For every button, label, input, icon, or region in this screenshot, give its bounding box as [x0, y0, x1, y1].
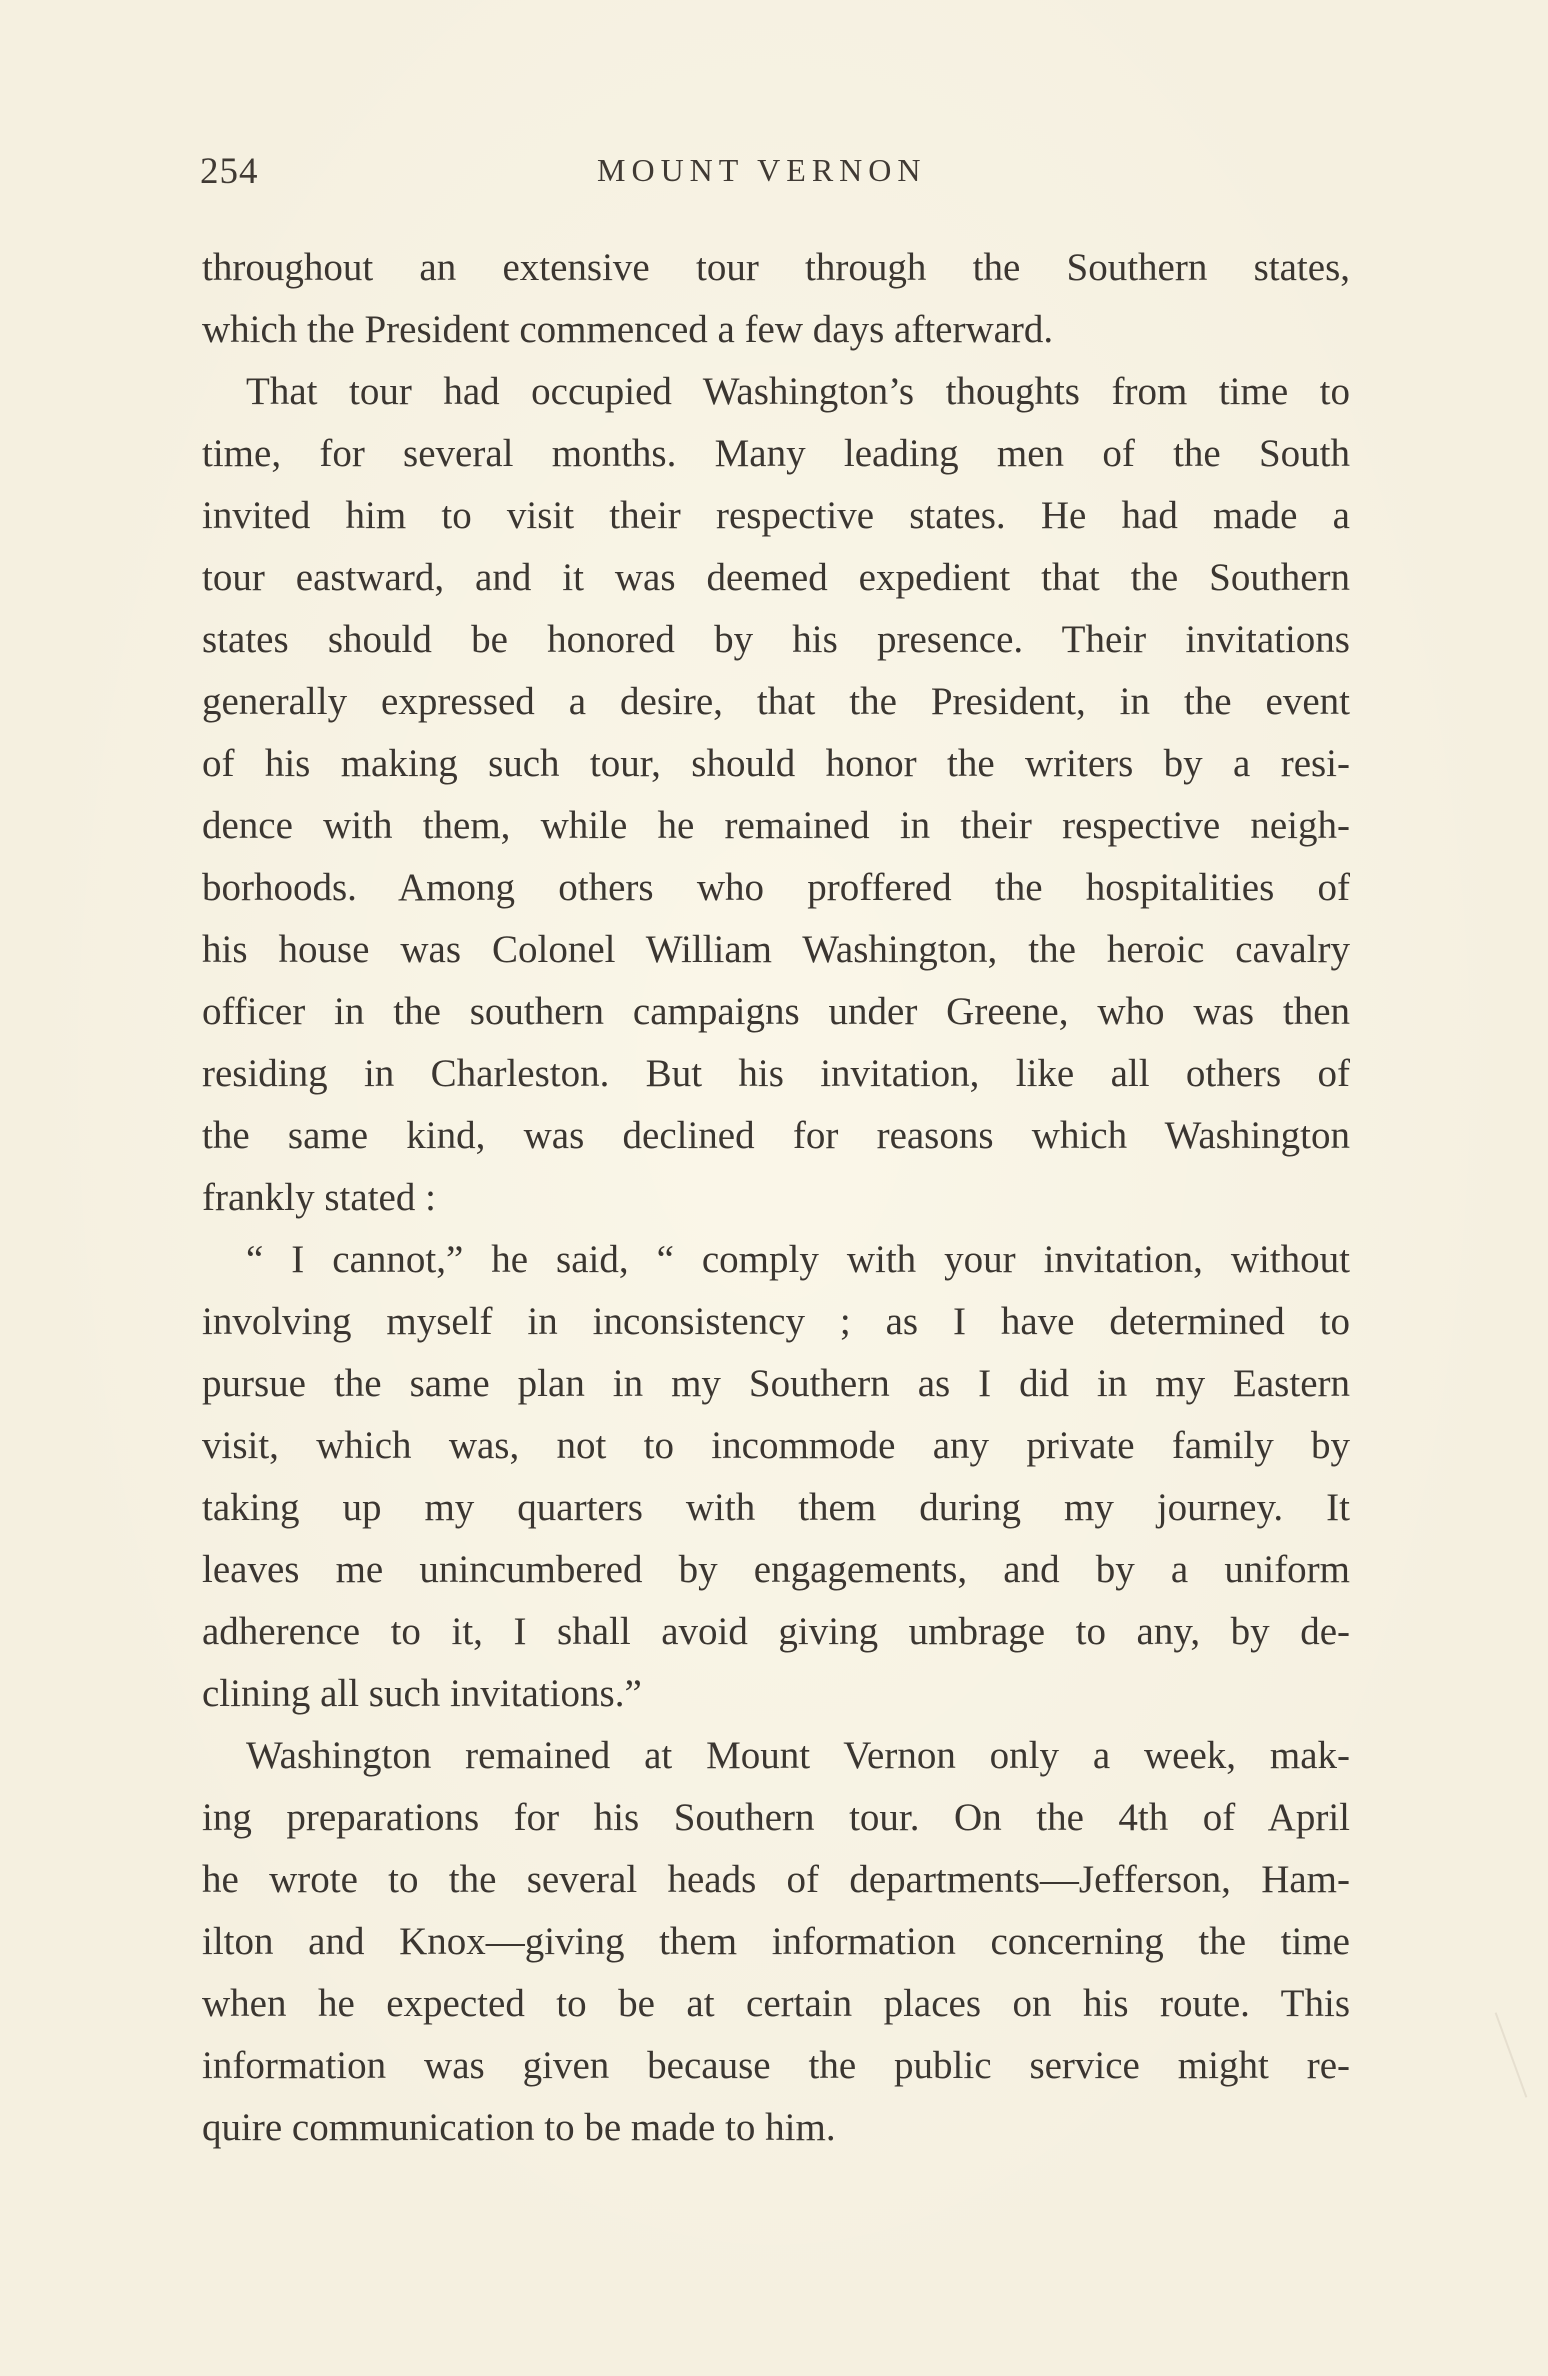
- paper-mark: [1495, 2012, 1528, 2097]
- body-text: [202, 237, 1350, 2159]
- text-line: officer in the southern campaigns under Greene, who was then: [202, 990, 1350, 1033]
- page-number: 254: [200, 151, 259, 192]
- text-line: ilton and Knox—giving them information concerning the time: [202, 1920, 1350, 1963]
- text-line: his house was Colonel William Washington, the heroic cavalry: [202, 928, 1350, 971]
- text-line: which the President commenced a few days afterward.: [202, 308, 1054, 351]
- text-line: states should be honored by his presence. Their invitations: [202, 618, 1350, 661]
- text-line: borhoods. Among others who proffered the hospitalities of: [202, 866, 1350, 909]
- text-line: dence with them, while he remained in their respective neigh-: [202, 804, 1350, 847]
- text-line: information was given because the public service might re-: [202, 2044, 1350, 2087]
- text-line: taking up my quarters with them during my journey. It: [202, 1486, 1350, 1529]
- text-line: “ I cannot,” he said, “ comply with your invitation, without: [246, 1238, 1350, 1281]
- text-line: visit, which was, not to incommode any private family by: [202, 1424, 1350, 1467]
- text-line: Washington remained at Mount Vernon only a week, mak-: [246, 1734, 1350, 1777]
- text-line: frankly stated :: [202, 1176, 436, 1219]
- text-line: when he expected to be at certain places on his route. This: [202, 1982, 1350, 2025]
- text-line: the same kind, was declined for reasons which Washington: [202, 1114, 1350, 1157]
- text-line: pursue the same plan in my Southern as I did in my Eastern: [202, 1362, 1350, 1405]
- text-line: involving myself in inconsistency ; as I have determined to: [202, 1300, 1350, 1343]
- text-line: residing in Charleston. But his invitation, like all others of: [202, 1052, 1350, 1095]
- text-line: leaves me unincumbered by engagements, and by a uniform: [202, 1548, 1350, 1591]
- page-header: [200, 150, 1348, 210]
- text-line: generally expressed a desire, that the President, in the event: [202, 680, 1350, 723]
- text-line: throughout an extensive tour through the Southern states,: [202, 246, 1350, 289]
- text-line: tour eastward, and it was deemed expedient that the Southern: [202, 556, 1350, 599]
- text-line: invited him to visit their respective states. He had made a: [202, 494, 1350, 537]
- text-line: he wrote to the several heads of departments—Jefferson, Ham-: [202, 1858, 1350, 1901]
- text-line: ing preparations for his Southern tour. On the 4th of April: [202, 1796, 1350, 1839]
- text-line: adherence to it, I shall avoid giving umbrage to any, by de-: [202, 1610, 1350, 1653]
- text-line: clining all such invitations.”: [202, 1672, 642, 1715]
- running-head: MOUNT VERNON: [597, 152, 927, 188]
- text-line: quire communication to be made to him.: [202, 2106, 836, 2149]
- text-line: time, for several months. Many leading men of the South: [202, 432, 1350, 475]
- text-line: of his making such tour, should honor the writers by a resi-: [202, 742, 1350, 785]
- text-line: That tour had occupied Washington’s thoughts from time to: [246, 370, 1350, 413]
